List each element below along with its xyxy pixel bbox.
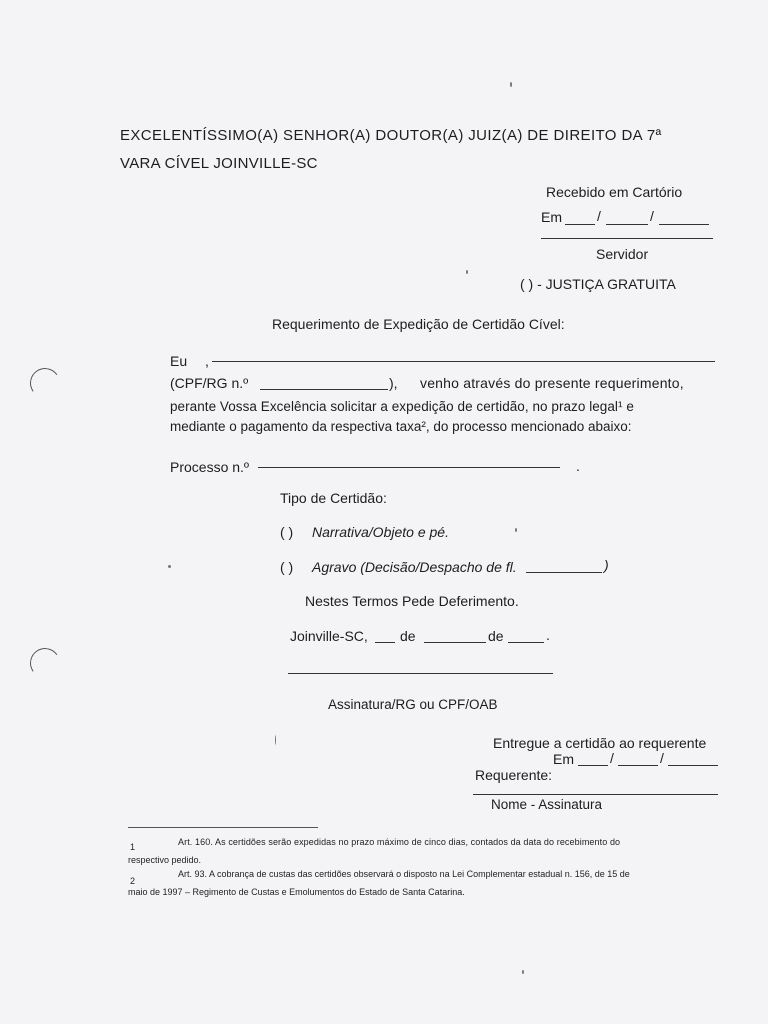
cpf-label: (CPF/RG n.º [170,375,249,391]
footnote-separator [128,827,318,828]
header-line-1: EXCELENTÍSSIMO(A) SENHOR(A) DOUTOR(A) JUIZ(A) DE DIREITO DA 7ª [120,127,662,144]
signature-line[interactable] [288,673,553,674]
scan-speck [466,270,468,274]
footnote-2-line-2: maio de 1997 – Regimento de Custas e Emolumentos do Estado de Santa Catarina. [128,887,465,897]
de-label-2: de [488,628,504,644]
scan-speck [522,970,524,974]
cpf-field[interactable] [260,389,388,390]
agravo-fl-field[interactable] [526,572,602,573]
nome-assinatura-label: Nome - Assinatura [491,797,603,812]
option-narrativa-label: Narrativa/Objeto e pé. [312,524,449,540]
scan-speck [168,565,171,568]
scan-speck [510,82,512,87]
processo-dot: . [576,458,580,474]
delivery-sep-1: / [610,750,614,766]
day-field[interactable] [375,642,395,643]
option-narrativa-checkbox[interactable]: ( ) [280,524,294,540]
body-line-2: perante Vossa Excelência solicitar a expedição de certidão, no prazo legal¹ e [170,399,634,414]
receipt-day-line [565,224,595,225]
eu-label: Eu [170,353,188,369]
body-line-3: mediante o pagamento da respectiva taxa², do processo mencionado abaixo: [170,419,632,434]
requerente-label: Requerente: [475,767,553,783]
nestes-termos: Nestes Termos Pede Deferimento. [305,593,519,609]
city-label: Joinville-SC, [290,628,368,644]
receipt-date-sep-2: / [650,208,654,224]
footnote-2-line-1: Art. 93. A cobrança de custas das certidões observará o disposto na Lei Complementar estadual n. 156, de 15 de [178,869,630,879]
justica-gratuita-checkbox[interactable]: ( ) - JUSTIÇA GRATUITA [520,276,676,292]
receipt-date-sep-1: / [597,208,601,224]
option-agravo-checkbox[interactable]: ( ) [280,559,294,575]
body-line-1: venho através do presente requerimento, [420,375,684,391]
delivery-month-field[interactable] [618,765,658,766]
eu-comma: , [205,353,209,369]
assinatura-label: Assinatura/RG ou CPF/OAB [328,697,498,712]
scan-speck [275,735,276,745]
delivery-date-prefix: Em [553,751,574,767]
receipt-month-line [606,224,648,225]
receipt-date-prefix: Em [541,209,562,225]
receipt-year-line [659,224,709,225]
cpf-close: ), [389,375,398,391]
requerente-signature-line[interactable] [473,794,718,795]
eu-name-field[interactable] [212,361,715,362]
footnote-2-number: 2 [130,876,136,886]
header-line-2: VARA CÍVEL JOINVILLE-SC [120,155,318,172]
delivery-day-field[interactable] [578,765,608,766]
scan-speck [515,528,517,532]
footnote-1-line-2: respectivo pedido. [128,855,202,865]
processo-field[interactable] [258,467,560,468]
delivery-sep-2: / [660,750,664,766]
binder-hole-top [28,366,63,401]
option-agravo-close: ) [604,557,609,573]
delivery-year-field[interactable] [668,765,718,766]
tipo-certidao-label: Tipo de Certidão: [280,490,387,506]
date-end-dot: . [546,627,550,643]
servidor-signature-line [541,238,713,239]
footnote-1-line-1: Art. 160. As certidões serão expedidas no prazo máximo de cinco dias, contados da data do recebimento do [178,837,621,847]
footnote-1-number: 1 [130,842,136,852]
de-label-1: de [400,628,416,644]
month-field[interactable] [424,642,486,643]
processo-label: Processo n.º [170,459,250,475]
form-title: Requerimento de Expedição de Certidão Cível: [272,316,565,332]
entregue-label: Entregue a certidão ao requerente [493,735,707,751]
binder-hole-bottom [28,646,63,681]
year-field[interactable] [508,642,544,643]
servidor-label: Servidor [596,246,649,262]
receipt-title: Recebido em Cartório [546,184,683,200]
option-agravo-label: Agravo (Decisão/Despacho de fl. [312,559,517,575]
